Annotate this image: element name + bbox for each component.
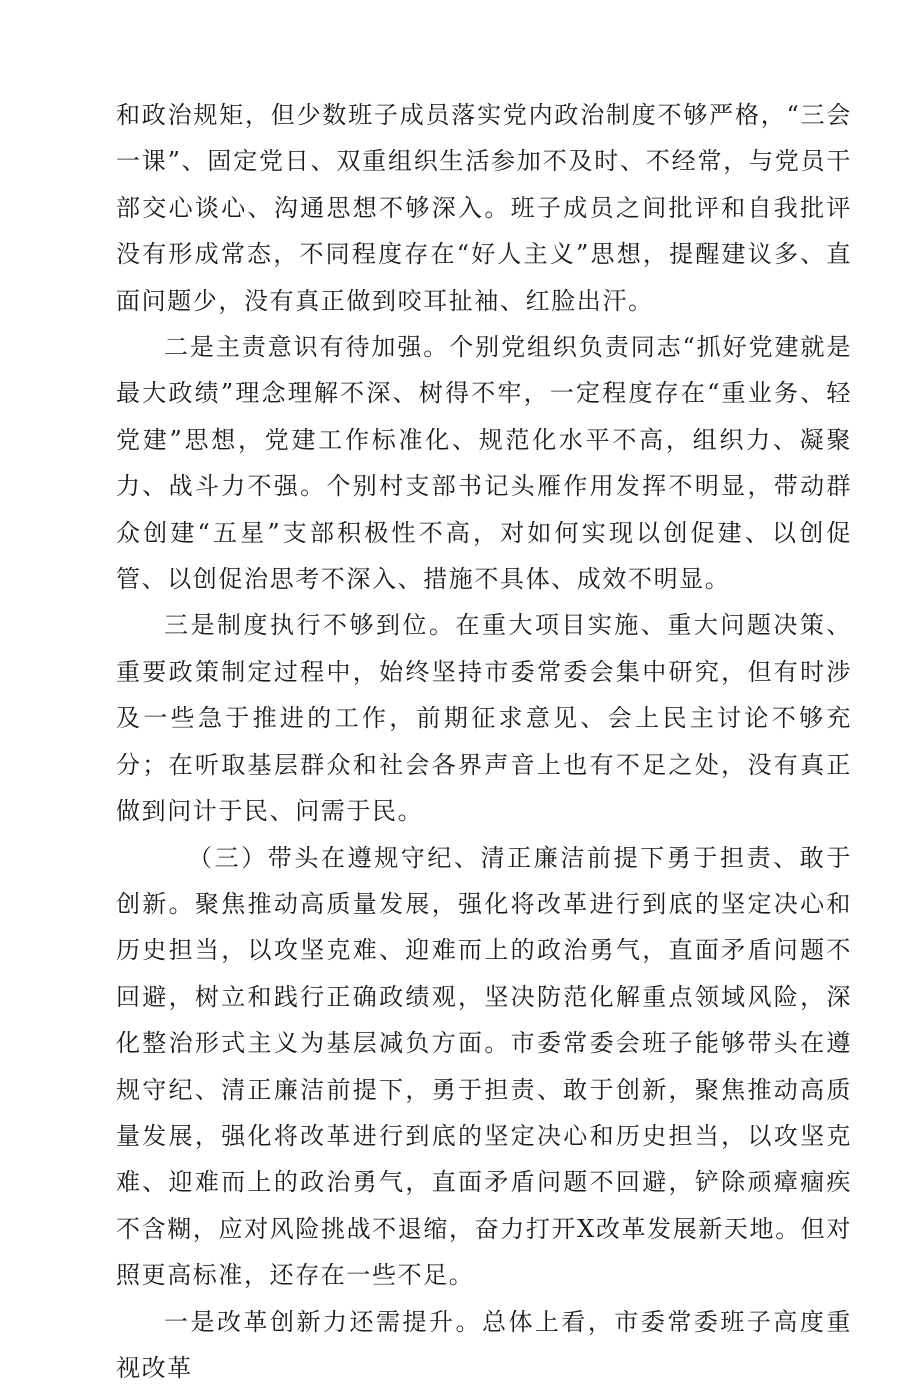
paragraph-continuation: 和政治规矩，但少数班子成员落实党内政治制度不够严格，“三会一课”、固定党日、双重组织生活参加不及时、不经常，与党员干部交心谈心、沟通思想不够深入。班子成员之间批评和自我批评没有形成常态，不同程度存在“好人主义”思想，提醒建议多、直面问题少，没有真正做到咬耳扯袖、红脸出汗。 — [116, 101, 852, 315]
document-body — [116, 92, 852, 1391]
section-heading-three: （三）带头在遵规守纪、清正廉洁前提下勇于担责、敢于创新。聚焦推动高质量发展，强化将改革进行到底的坚定决心和历史担当，以攻坚克难、迎难而上的政治勇气，直面矛盾问题不回避，树立和践行正确政绩观，坚决防范化解重点领域风险，深化整治形式主义为基层减负方面。市委常委会班子能够带头在遵规守纪、清正廉洁前提下，勇于担责、敢于创新，聚焦推动高质量发展，强化将改革进行到底的坚定决心和历史担当，以攻坚克难、迎难而上的政治勇气，直面矛盾问题不回避，铲除顽瘴痼疾不含糊，应对风险挑战不退缩，奋力打开X改革发展新天地。但对照更高标准，还存在一些不足。 — [116, 843, 852, 1290]
paragraph-point-two: 二是主责意识有待加强。个别党组织负责同志“抓好党建就是最大政绩”理念理解不深、树得不牢，一定程度存在“重业务、轻党建”思想，党建工作标准化、规范化水平不高，组织力、凝聚力、战斗力不强。个别村支部书记头雁作用发挥不明显，带动群众创建“五星”支部积极性不高，对如何实现以创促建、以创促管、以创促治思考不深入、措施不具体、成效不明显。 — [116, 333, 852, 594]
paragraph-point-three: 三是制度执行不够到位。在重大项目实施、重大问题决策、重要政策制定过程中，始终坚持市委常委会集中研究，但有时涉及一些急于推进的工作，前期征求意见、会上民主讨论不够充分；在听取基层群众和社会各界声音上也有不足之处，没有真正做到问计于民、问需于民。 — [116, 611, 852, 826]
paragraph-point-one: 一是改革创新力还需提升。总体上看，市委常委班子高度重视改革 — [116, 1307, 852, 1382]
